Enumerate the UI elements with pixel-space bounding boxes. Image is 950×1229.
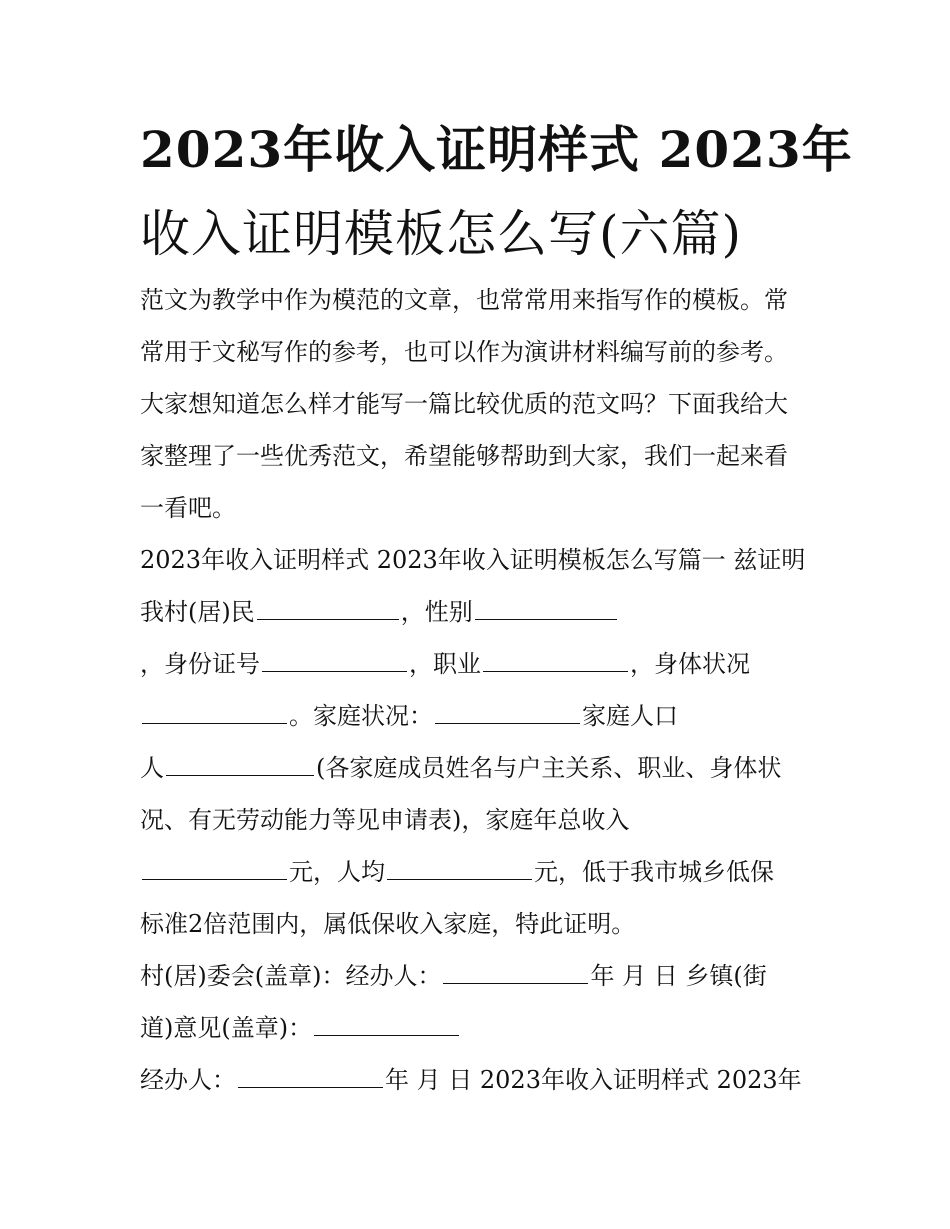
form-label-date-next: 年 月 日 2023年收入证明样式 2023年 xyxy=(385,1066,802,1094)
blank-field xyxy=(238,1061,383,1088)
form-line-family xyxy=(140,690,820,742)
blank-field xyxy=(443,957,588,984)
form-label-members-note: (各家庭成员姓名与户主关系、职业、身体状 xyxy=(316,754,782,782)
form-label-health: ，身体状况 xyxy=(630,650,750,678)
blank-field xyxy=(142,697,287,724)
blank-field xyxy=(475,593,617,620)
blank-field xyxy=(257,593,399,620)
section-heading: 2023年收入证明样式 2023年收入证明模板怎么写篇一 兹证明 xyxy=(140,546,806,574)
title-line-1: 2023年收入证明样式 2023年 xyxy=(140,120,853,179)
form-label-handler: 经办人： xyxy=(140,1066,236,1094)
blank-field xyxy=(483,645,628,672)
blank-field xyxy=(142,853,287,880)
document-title xyxy=(140,108,853,276)
form-line-opinion xyxy=(140,1002,820,1054)
intro-line: 家整理了一些优秀范文，希望能够帮助到大家，我们一起来看 xyxy=(140,442,788,470)
form-line-members xyxy=(140,742,820,794)
form-label-gender: ，性别 xyxy=(400,598,473,626)
document-body xyxy=(140,274,820,1106)
form-line-handler xyxy=(140,1054,820,1106)
form-line-certify: 标准2倍范围内，属低保收入家庭，特此证明。 xyxy=(140,910,636,938)
form-line-income xyxy=(140,846,820,898)
form-line-committee xyxy=(140,950,820,1002)
form-line-name xyxy=(140,586,820,638)
form-label-per-capita: 元，人均 xyxy=(289,858,385,886)
form-label-date-township: 年 月 日 乡镇(街 xyxy=(590,962,767,990)
form-label-family-status: 。家庭状况： xyxy=(289,702,433,730)
form-label-family-size: 家庭人口 xyxy=(582,702,678,730)
form-label-id: ，身份证号 xyxy=(140,650,260,678)
intro-line: 常用于文秘写作的参考，也可以作为演讲材料编写前的参考。 xyxy=(140,338,788,366)
blank-field xyxy=(262,645,407,672)
blank-field xyxy=(314,1009,459,1036)
form-label-below-standard: 元，低于我市城乡低保 xyxy=(534,858,774,886)
form-label-person: 人 xyxy=(140,754,164,782)
blank-field xyxy=(166,749,314,776)
form-label-opinion: 道)意见(盖章)： xyxy=(140,1014,313,1042)
form-label-resident: 我村(居)民 xyxy=(140,598,255,626)
form-label-committee: 村(居)委会(盖章)：经办人： xyxy=(140,962,442,990)
form-line-id xyxy=(140,638,820,690)
form-label-job: ，职业 xyxy=(409,650,481,678)
blank-field xyxy=(387,853,532,880)
intro-line: 范文为教学中作为模范的文章，也常常用来指写作的模板。常 xyxy=(140,286,788,314)
form-line-income-note: 况、有无劳动能力等见申请表)，家庭年总收入 xyxy=(140,806,630,834)
intro-line: 大家想知道怎么样才能写一篇比较优质的范文吗？下面我给大 xyxy=(140,390,788,418)
title-line-2: 收入证明模板怎么写(六篇) xyxy=(140,205,743,263)
blank-field xyxy=(435,697,580,724)
intro-line: 一看吧。 xyxy=(140,494,236,522)
